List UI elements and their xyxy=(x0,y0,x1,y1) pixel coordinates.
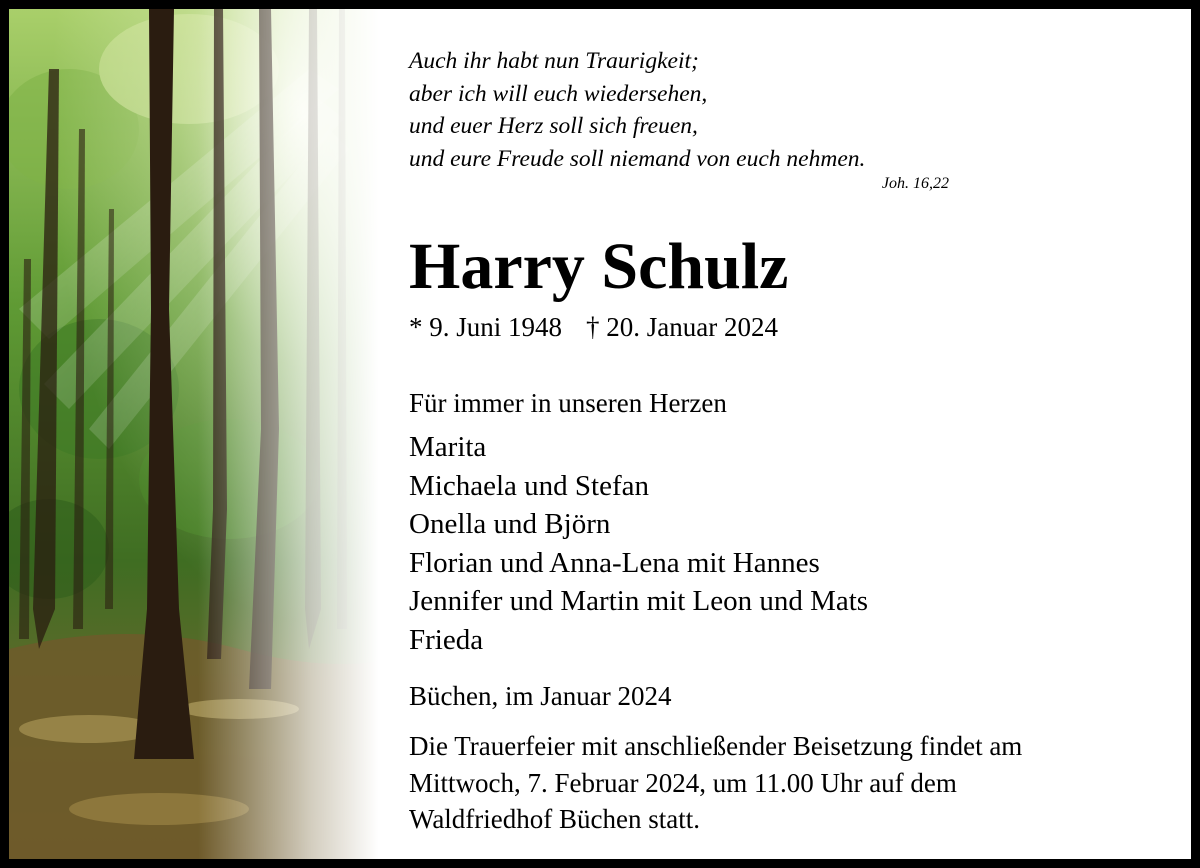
verse-line: aber ich will euch wiedersehen, xyxy=(409,80,708,107)
mourner-name: Onella und Björn xyxy=(409,508,611,541)
mourner-name: Frieda xyxy=(409,623,484,656)
birth-date: * 9. Juni 1948 xyxy=(409,312,563,342)
mourners-intro: Für immer in unseren Herzen xyxy=(409,388,727,418)
verse-line: und euer Herz soll sich freuen, xyxy=(409,113,698,139)
forest-photo xyxy=(9,9,429,859)
mourner-name: Marita xyxy=(409,431,487,463)
life-dates xyxy=(409,309,778,345)
deceased-name: Harry Schulz xyxy=(409,230,789,303)
place-and-date: Büchen, im Januar 2024 xyxy=(409,681,672,711)
verse-line: und eure Freude soll niemand von euch nehmen. xyxy=(409,145,866,172)
verse-reference: Joh. 16,22 xyxy=(881,175,949,192)
mourners-list xyxy=(409,428,868,660)
service-line: Waldfriedhof Büchen statt. xyxy=(409,804,700,834)
mourner-name: Jennifer und Martin mit Leon und Mats xyxy=(409,585,869,618)
service-line: Mittwoch, 7. Februar 2024, um 11.00 Uhr auf dem xyxy=(409,767,957,798)
funeral-service-info xyxy=(409,728,1022,838)
verse-line: Auch ihr habt nun Traurigkeit; xyxy=(409,48,699,74)
death-date: † 20. Januar 2024 xyxy=(586,312,778,342)
service-line: Die Trauerfeier mit anschließender Beisetzung findet am xyxy=(409,731,1023,761)
obituary-text xyxy=(409,9,1191,859)
mourner-name: Florian und Anna-Lena mit Hannes xyxy=(409,546,820,579)
bible-verse xyxy=(409,45,949,195)
mourner-name: Michaela und Stefan xyxy=(409,469,649,502)
